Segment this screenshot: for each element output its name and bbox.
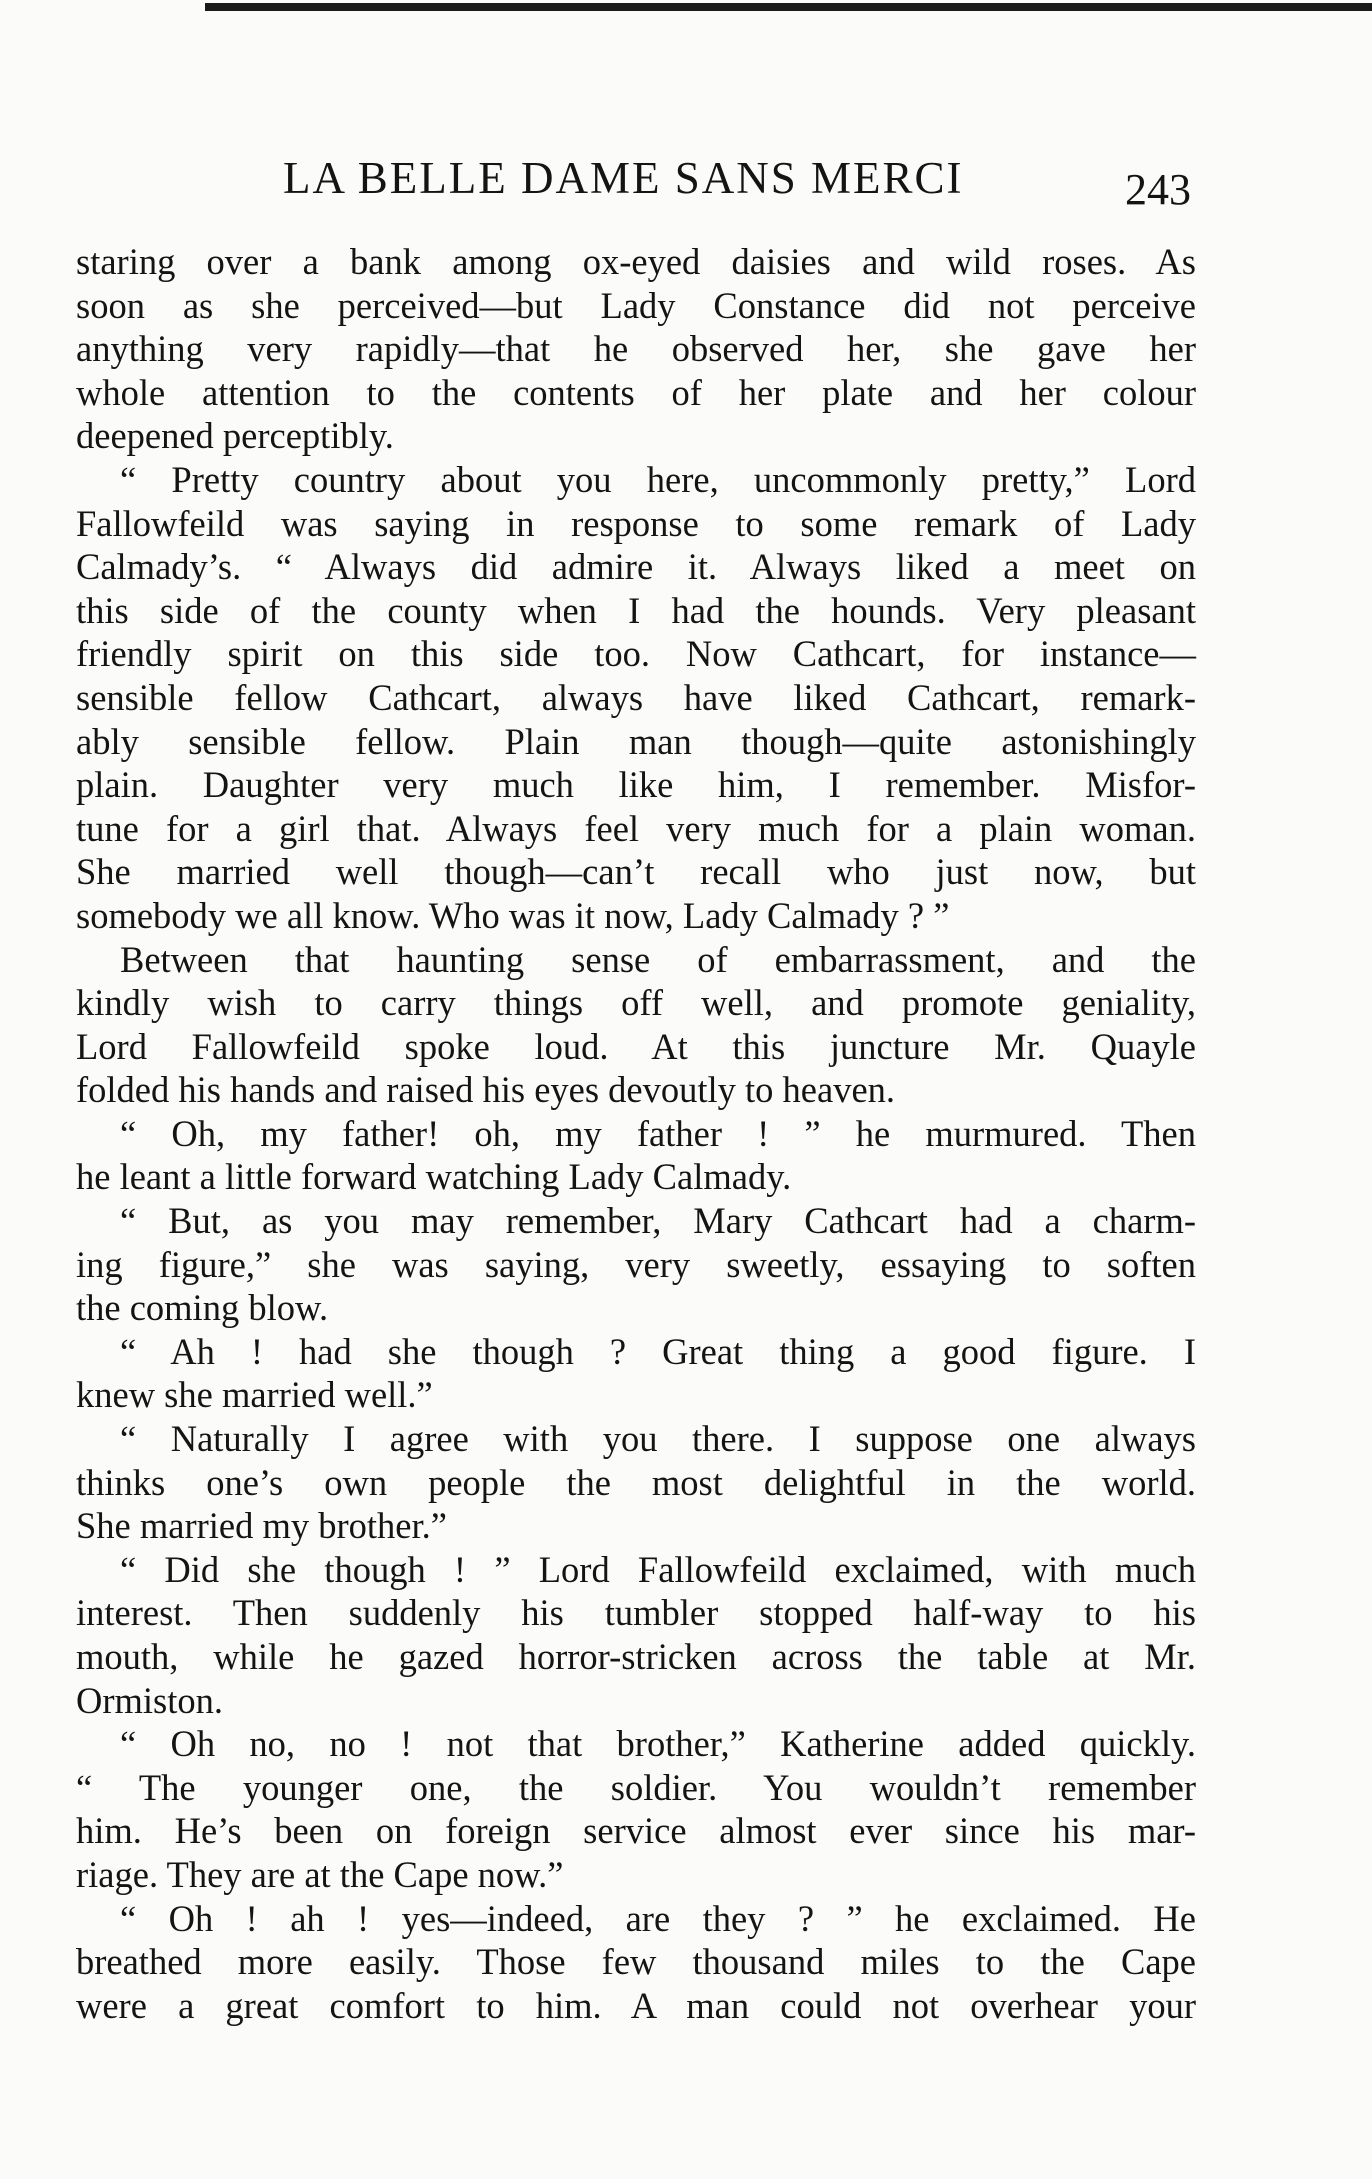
text-line: She married my brother.” bbox=[76, 1505, 447, 1547]
page-number: 243 bbox=[1125, 165, 1191, 214]
text-line: ably sensible fellow. Plain man though—quite astonishingly bbox=[76, 720, 1196, 762]
text-line: friendly spirit on this side too. Now Cathcart, for instance— bbox=[76, 633, 1196, 675]
text-line: anything very rapidly—that he observed her, she gave her bbox=[76, 328, 1196, 370]
text-line: this side of the county when I had the hounds. Very pleasant bbox=[76, 589, 1196, 631]
top-rule bbox=[205, 3, 1372, 11]
page-header bbox=[0, 152, 1372, 212]
text-line: mouth, while he gazed horror-stricken across the table at Mr. bbox=[76, 1636, 1196, 1677]
paragraph bbox=[76, 1330, 1196, 1417]
paragraph bbox=[76, 938, 1196, 1112]
text-line: plain. Daughter very much like him, I remember. Misfor- bbox=[76, 764, 1196, 806]
paragraph bbox=[76, 1199, 1196, 1330]
text-line: ing figure,” she was saying, very sweetly, essaying to soften bbox=[76, 1243, 1196, 1285]
text-line: Fallowfeild was saying in response to some remark of Lady bbox=[76, 502, 1196, 544]
text-line: “ Oh, my father! oh, my father ! ” he murmured. Then bbox=[120, 1112, 1196, 1154]
text-line: thinks one’s own people the most delightful in the world. bbox=[76, 1461, 1196, 1503]
text-line: deepened perceptibly. bbox=[76, 415, 394, 457]
text-line: staring over a bank among ox-eyed daisies and wild roses. As bbox=[76, 241, 1196, 282]
text-line: “ Naturally I agree with you there. I suppose one always bbox=[120, 1418, 1196, 1460]
text-line: Calmady’s. “ Always did admire it. Always liked a meet on bbox=[76, 546, 1196, 588]
text-line: him. He’s been on foreign service almost ever since his mar- bbox=[76, 1810, 1196, 1852]
paragraph bbox=[76, 1722, 1196, 1896]
text-line: soon as she perceived—but Lady Constance did not perceive bbox=[76, 284, 1196, 326]
text-line: sensible fellow Cathcart, always have liked Cathcart, remark- bbox=[76, 676, 1196, 718]
text-line: interest. Then suddenly his tumbler stopped half-way to his bbox=[76, 1592, 1196, 1634]
text-line: he leant a little forward watching Lady Calmady. bbox=[76, 1156, 792, 1198]
paragraph bbox=[76, 240, 1196, 458]
text-line: “ The younger one, the soldier. You wouldn’t remember bbox=[76, 1766, 1196, 1808]
paragraph bbox=[76, 1112, 1196, 1199]
text-line: riage. They are at the Cape now.” bbox=[76, 1853, 564, 1895]
text-line: “ Oh no, no ! not that brother,” Katherine added quickly. bbox=[120, 1723, 1196, 1765]
text-line: were a great comfort to him. A man could not overhear your bbox=[76, 1984, 1196, 2026]
body-text bbox=[76, 240, 1196, 2027]
text-line: the coming blow. bbox=[76, 1287, 329, 1329]
running-title: LA BELLE DAME SANS MERCI bbox=[283, 153, 964, 203]
text-line: “ Did she though ! ” Lord Fallowfeild exclaimed, with much bbox=[120, 1548, 1196, 1590]
text-line: “ Ah ! had she though ? Great thing a good figure. I bbox=[120, 1330, 1196, 1372]
text-line: She married well though—can’t recall who just now, but bbox=[76, 851, 1196, 893]
text-line: kindly wish to carry things off well, and promote geniality, bbox=[76, 982, 1196, 1024]
paragraph bbox=[76, 1548, 1196, 1722]
text-line: breathed more easily. Those few thousand miles to the Cape bbox=[76, 1941, 1196, 1983]
text-line: Ormiston. bbox=[76, 1679, 224, 1721]
text-line: Between that haunting sense of embarrassment, and the bbox=[120, 938, 1196, 980]
paragraph bbox=[76, 1897, 1196, 2028]
text-line: Lord Fallowfeild spoke loud. At this juncture Mr. Quayle bbox=[76, 1025, 1196, 1067]
paragraph bbox=[76, 1417, 1196, 1548]
text-line: knew she married well.” bbox=[76, 1374, 433, 1416]
paragraph bbox=[76, 458, 1196, 938]
text-line: folded his hands and raised his eyes devoutly to heaven. bbox=[76, 1069, 896, 1111]
text-line: “ Oh ! ah ! yes—indeed, are they ? ” he exclaimed. He bbox=[120, 1897, 1196, 1939]
text-line: tune for a girl that. Always feel very much for a plain woman. bbox=[76, 807, 1196, 849]
text-line: “ But, as you may remember, Mary Cathcart had a charm- bbox=[120, 1200, 1196, 1242]
text-line: “ Pretty country about you here, uncommonly pretty,” Lord bbox=[120, 458, 1196, 500]
text-line: somebody we all know. Who was it now, Lady Calmady ? ” bbox=[76, 894, 950, 936]
text-line: whole attention to the contents of her plate and her colour bbox=[76, 371, 1196, 413]
